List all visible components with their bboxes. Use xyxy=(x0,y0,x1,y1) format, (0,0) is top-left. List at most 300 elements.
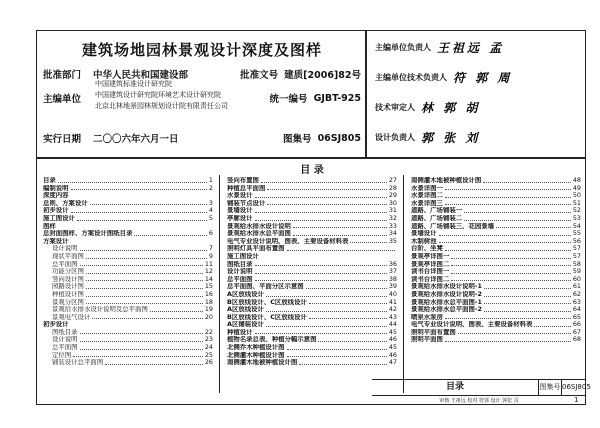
toc-entry-title: 初步设计 xyxy=(43,321,69,329)
toc-entry-page: 39 xyxy=(388,283,397,291)
toc-entry-title: 深度内容 xyxy=(43,192,69,200)
toc-entry-title: 目录 xyxy=(43,177,56,184)
toc-entry-leader xyxy=(318,336,386,342)
toc-entry-title: 南侧灌木地被种植设计图 xyxy=(227,359,298,367)
toc-entry-leader xyxy=(287,245,395,251)
toc-entry-page: 54 xyxy=(572,222,581,230)
toc-entry-title: 种植总平面图 xyxy=(227,184,266,192)
signature-block xyxy=(366,30,586,158)
toc-entry-page: 60 xyxy=(572,275,581,283)
toc-entry-page: 59 xyxy=(572,268,581,276)
editor-label: 主编单位 xyxy=(43,94,82,105)
toc-entry-leader xyxy=(261,177,387,183)
toc-entry-page: 6 xyxy=(208,230,213,238)
toc-entry-page: 11 xyxy=(204,260,213,268)
toc-entry-page: 9 xyxy=(208,252,213,260)
approval-dept: 中华人民共和国建设部 xyxy=(93,70,189,81)
toc-entry-page: 63 xyxy=(572,298,581,306)
toc-entry-title: 木制树池 xyxy=(411,237,437,245)
toc-entry-title: 方案设计 xyxy=(43,237,69,245)
toc-entry xyxy=(227,276,397,284)
toc-entry-title: A区放线设计 xyxy=(227,306,264,314)
toc-column-3 xyxy=(411,177,581,344)
toc-entry-page: 50 xyxy=(572,192,581,200)
toc-entry-title: 景观给水排水总平面图-2 xyxy=(411,306,483,314)
title-block xyxy=(372,379,591,406)
toc-entry xyxy=(43,192,213,200)
toc-entry xyxy=(227,177,397,185)
toc-entry xyxy=(227,245,397,253)
toc-entry-page: 22 xyxy=(204,328,213,336)
toc-entry-title: 设计说明 xyxy=(52,336,78,344)
toc-entry-title: 景观给水排水设计说明及总平面图 xyxy=(52,306,148,314)
toc-entry-title: 道路、广场铺装一 xyxy=(411,207,463,215)
toc-entry-leader xyxy=(445,192,571,198)
toc-entry-leader xyxy=(451,276,571,282)
toc-entry xyxy=(227,314,397,322)
toc-entry-page: 40 xyxy=(388,290,397,298)
toc-entry xyxy=(227,268,397,276)
toc-entry-title: 水景详图一 xyxy=(411,184,443,192)
toc-entry-leader xyxy=(150,306,203,312)
title-block-atlas-no: 06SJ805 xyxy=(562,383,591,391)
toc-entry xyxy=(43,299,213,307)
toc-entry xyxy=(43,336,213,344)
toc-entry-page: 18 xyxy=(204,298,213,306)
editor-unit: 中国建筑标准设计研究院 xyxy=(95,80,172,88)
toc-entry-page: 2 xyxy=(208,184,213,192)
toc-entry-page: 42 xyxy=(388,306,397,314)
editor-unit: 中国建筑设计研究院环境艺术设计研究院 xyxy=(95,91,221,99)
toc-entry-title: A区铺装设计 xyxy=(227,321,264,329)
toc-entry-page: 64 xyxy=(572,306,581,314)
toc-entry-page: 20 xyxy=(204,313,213,321)
toc-entry-page: 34 xyxy=(388,230,397,238)
toc-entry-page: 26 xyxy=(204,359,213,367)
toc-entry-title: B区放线设计、C区放线设计 xyxy=(227,298,307,306)
toc-entry-page: 15 xyxy=(204,283,213,291)
toc-entry-page: 14 xyxy=(204,275,213,283)
toc-entry-page: 53 xyxy=(572,214,581,222)
toc-entry-title: 景观给水排水总平面图-1 xyxy=(411,298,483,306)
toc-entry-title: 南侧灌木地被种植设计图 xyxy=(411,177,482,184)
toc-entry xyxy=(227,253,397,261)
toc-entry-page: 23 xyxy=(204,336,213,344)
toc-entry-leader xyxy=(134,230,206,236)
toc-entry-page: 66 xyxy=(572,321,581,329)
toc-entry-title: 竖向设计图 xyxy=(52,275,84,283)
toc-entry xyxy=(411,215,581,223)
toc-entry xyxy=(411,192,581,200)
toc-entry-title: 景墙设计 xyxy=(411,230,437,238)
toc-entry xyxy=(411,329,581,337)
toc-entry-page: 57 xyxy=(572,252,581,260)
toc-entry-title: 功能分区图 xyxy=(52,268,84,276)
toc-entry-leader xyxy=(255,268,387,274)
toc-entry-leader xyxy=(255,261,387,267)
toc-entry-leader xyxy=(451,268,571,274)
toc-entry-leader xyxy=(80,329,203,335)
toc-entry-page: 32 xyxy=(388,214,397,222)
toc-heading: 目 录 xyxy=(300,165,324,176)
toc-entry-page: 27 xyxy=(388,177,397,184)
toc-entry-leader xyxy=(496,223,571,229)
toc-entry-page: 24 xyxy=(204,344,213,352)
toc-entry-leader xyxy=(80,344,203,350)
toc-entry xyxy=(43,268,213,276)
toc-entry xyxy=(227,352,397,360)
editor-units xyxy=(95,79,228,112)
toc-entry-leader xyxy=(92,314,203,320)
toc-entry-page: 49 xyxy=(572,184,581,192)
signature: 王祖远 孟 xyxy=(437,40,505,55)
toc-entry xyxy=(227,336,397,344)
toc-entry xyxy=(411,207,581,215)
toc-entry-leader xyxy=(71,185,207,191)
toc-entry-leader xyxy=(255,192,387,198)
toc-entry xyxy=(43,223,213,231)
toc-entry-page: 36 xyxy=(388,260,397,268)
toc-entry-page: 46 xyxy=(388,351,397,359)
toc-entry-title: 电气专业设计说明、图表、主要设备材料表 xyxy=(411,321,533,329)
toc-entry-title: 水景设计 xyxy=(227,192,253,200)
toc-entry-page: 57 xyxy=(572,245,581,253)
toc-entry-page: 56 xyxy=(572,237,581,245)
toc-entry-title: 现状平面图 xyxy=(52,252,84,260)
toc-entry xyxy=(411,238,581,246)
atlas-no-label: 图集号 xyxy=(283,134,312,145)
toc-entry xyxy=(411,291,581,299)
toc-entry-title: 景观电气设计 xyxy=(52,313,91,321)
atlas-no: 06SJ805 xyxy=(317,132,361,144)
toc-entry-leader xyxy=(350,238,386,244)
toc-entry xyxy=(43,177,213,185)
cover-block xyxy=(36,30,366,158)
toc-entry xyxy=(227,261,397,269)
toc-entry-title: 竖向布置图 xyxy=(227,177,259,184)
toc-entry-title: 种植设计 xyxy=(227,328,253,336)
toc-entry-leader xyxy=(287,344,387,350)
toc-entry-title: 总平面图、平面分区示意图 xyxy=(227,283,304,291)
toc-entry-leader xyxy=(86,299,203,305)
toc-entry xyxy=(43,283,213,291)
toc-entry-title: 照明灯具平面布置图 xyxy=(227,245,285,253)
toc-entry-leader xyxy=(77,215,207,221)
toc-entry xyxy=(227,306,397,314)
toc-entry-title: 景观给水排水设计说明 xyxy=(227,222,291,230)
toc-entry-title: 北侧灌木种植设计图 xyxy=(227,351,285,359)
toc-entry-title: 总封面图样、方案设计图纸目录 xyxy=(43,230,133,238)
toc-entry-page: 58 xyxy=(572,260,581,268)
toc-entry-title: 图纸目录 xyxy=(52,328,78,336)
toc-entry-title: 照明平面图 xyxy=(411,336,443,344)
toc-entry xyxy=(411,261,581,269)
toc-entry-leader xyxy=(293,223,387,229)
toc-entry xyxy=(43,359,213,367)
toc-entry-page: 1 xyxy=(208,177,213,184)
toc-entry-leader xyxy=(445,185,571,191)
toc-entry-page: 61 xyxy=(572,283,581,291)
toc-entry-leader xyxy=(86,268,203,274)
toc-entry-page: 33 xyxy=(388,222,397,230)
toc-entry-page: 31 xyxy=(388,207,397,215)
toc-entry xyxy=(227,192,397,200)
toc-entry-title: 总平面图 xyxy=(52,344,78,352)
toc-entry xyxy=(227,230,397,238)
toc-entry xyxy=(411,200,581,208)
title-block-title: 目录 xyxy=(372,380,539,395)
toc-entry xyxy=(411,268,581,276)
toc-entry-title: 景观分区图 xyxy=(52,298,84,306)
toc-entry xyxy=(227,200,397,208)
unified-no: GJBT-925 xyxy=(313,92,361,104)
toc-entry-leader xyxy=(58,177,207,183)
toc-entry xyxy=(411,283,581,291)
toc-entry-title: 水景详图三 xyxy=(411,199,443,207)
signature-role: 技术审定人 xyxy=(375,102,415,112)
column-divider xyxy=(403,175,404,393)
toc-entry xyxy=(411,299,581,307)
toc-entry-leader xyxy=(86,291,203,297)
toc-entry xyxy=(227,359,397,367)
toc-entry-leader xyxy=(255,215,387,221)
toc-entry xyxy=(227,238,397,246)
toc-entry-leader xyxy=(484,306,571,312)
toc-entry xyxy=(43,291,213,299)
signature: 郭 张 刘 xyxy=(421,130,481,145)
toc-entry-leader xyxy=(445,245,571,251)
toc-entry xyxy=(227,207,397,215)
approval-doc: 建质[2006]82号 xyxy=(284,70,361,81)
toc-entry-leader xyxy=(287,352,387,358)
toc-entry-leader xyxy=(266,291,387,297)
toc-entry xyxy=(411,177,581,185)
toc-entry xyxy=(411,223,581,231)
toc-entry-title: 图纸目录 xyxy=(227,260,253,268)
toc-entry-title: 铺装设计总平面图 xyxy=(52,359,104,367)
toc-entry xyxy=(43,344,213,352)
toc-entry-title: B区放线设计、C区放线设计 xyxy=(227,313,307,321)
approval-doc-label: 批准文号 xyxy=(240,70,279,81)
toc-entry-page: 35 xyxy=(388,237,397,245)
toc-entry-page: 29 xyxy=(388,192,397,200)
toc-entry xyxy=(411,336,581,344)
date-row xyxy=(43,129,361,147)
toc-entry-leader xyxy=(439,238,571,244)
toc-entry-page: 30 xyxy=(388,199,397,207)
toc-entry xyxy=(43,321,213,329)
toc-entry-page: 25 xyxy=(204,351,213,359)
toc-entry xyxy=(227,291,397,299)
signature-row xyxy=(375,123,580,151)
toc-entry-leader xyxy=(267,200,387,206)
toc-entry xyxy=(43,207,213,215)
toc-entry-page: 4 xyxy=(208,207,213,215)
toc-entry xyxy=(227,215,397,223)
toc-entry-page: 68 xyxy=(572,336,581,344)
toc-entry-title: 园路设计图 xyxy=(52,283,84,291)
signature-row xyxy=(375,63,580,91)
toc-entry-leader xyxy=(299,359,387,365)
unified-no-label: 统一编号 xyxy=(269,94,308,105)
table-of-contents xyxy=(36,158,591,405)
toc-entry xyxy=(43,314,213,322)
toc-entry-page: 55 xyxy=(572,230,581,238)
toc-entry-title: 喷泉水泵房 xyxy=(411,313,443,321)
toc-entry-title: A区放线设计 xyxy=(227,290,264,298)
date: 二〇〇六年六月一日 xyxy=(93,134,179,145)
toc-entry-page: 67 xyxy=(572,328,581,336)
toc-entry xyxy=(227,321,397,329)
toc-entry-title: 照明平面布置图 xyxy=(411,328,456,336)
toc-entry xyxy=(411,314,581,322)
toc-entry xyxy=(227,283,397,291)
toc-entry-title: 总平面图 xyxy=(227,275,253,283)
toc-entry xyxy=(43,200,213,208)
toc-entry-leader xyxy=(255,276,387,282)
toc-entry-leader xyxy=(445,336,571,342)
toc-entry-leader xyxy=(255,329,387,335)
toc-entry-page: 45 xyxy=(388,344,397,352)
toc-entry-title: 亭廊设计 xyxy=(227,214,253,222)
toc-entry-title: 道路、广场铺装二 xyxy=(411,214,463,222)
signature-row xyxy=(375,33,580,61)
atlas-title: 建筑场地园林景观设计深度及图样 xyxy=(81,41,322,59)
toc-entry-title: 道路、广场铺装三、花园景墙 xyxy=(411,222,495,230)
toc-entry-leader xyxy=(267,185,387,191)
column-divider xyxy=(219,175,220,393)
toc-entry-leader xyxy=(266,321,387,327)
toc-entry-leader xyxy=(483,177,571,183)
toc-entry-page: 38 xyxy=(388,275,397,283)
toc-entry xyxy=(411,245,581,253)
toc-entry-leader xyxy=(484,299,571,305)
toc-entry-leader xyxy=(309,299,387,305)
toc-entry-page: 48 xyxy=(572,177,581,184)
toc-entry-title: 编制说明 xyxy=(43,184,69,192)
toc-entry-page: 37 xyxy=(388,268,397,276)
toc-entry-title: 设计说明 xyxy=(52,245,78,253)
toc-entry-title: 景观亭详图一 xyxy=(411,252,450,260)
toc-entry-page: 51 xyxy=(572,199,581,207)
signature: 林 郭 胡 xyxy=(421,100,481,115)
toc-entry-title: 读书台详图二 xyxy=(411,275,450,283)
toc-entry-page: 7 xyxy=(208,245,213,253)
signature-role: 设计负责人 xyxy=(375,132,415,142)
title-block-signoff: 审核 王祖远 校对 符郭 设计 郭张 页 xyxy=(439,398,519,404)
toc-entry xyxy=(227,223,397,231)
signature-role: 主编单位技术负责人 xyxy=(375,72,447,82)
toc-entry-page: 65 xyxy=(572,313,581,321)
toc-entry xyxy=(411,321,581,329)
toc-entry-title: 种植设计图 xyxy=(52,290,84,298)
signature: 符 郭 周 xyxy=(453,70,513,85)
toc-entry xyxy=(43,261,213,269)
page-number: 1 xyxy=(574,396,579,404)
toc-entry xyxy=(43,238,213,246)
toc-entry-title: 水景详图二 xyxy=(411,192,443,200)
toc-entry-leader xyxy=(90,200,207,206)
toc-entry-page: 5 xyxy=(208,214,213,222)
toc-entry-leader xyxy=(255,207,387,213)
toc-entry-page: 12 xyxy=(204,268,213,276)
toc-entry-leader xyxy=(484,283,571,289)
toc-entry-leader xyxy=(73,352,203,358)
toc-entry-title: 景观给水排水设计说明-2 xyxy=(411,290,483,298)
toc-entry-title: 总平面图 xyxy=(52,260,78,268)
toc-entry-leader xyxy=(266,306,387,312)
toc-entry-title: 读书台详图一 xyxy=(411,268,450,276)
toc-entry-page: 3 xyxy=(208,199,213,207)
title-block-top xyxy=(372,380,591,396)
toc-entry-page: 46 xyxy=(388,336,397,344)
toc-entry-title: 北侧乔木种植设计图 xyxy=(227,344,285,352)
toc-entry xyxy=(43,329,213,337)
approval-dept-label: 批准部门 xyxy=(43,70,82,81)
toc-entry-page: 16 xyxy=(204,290,213,298)
toc-entry xyxy=(43,253,213,261)
toc-entry-leader xyxy=(80,336,203,342)
toc-entry-leader xyxy=(309,314,387,320)
toc-entry-leader xyxy=(458,329,571,335)
toc-entry-page: 47 xyxy=(388,359,397,367)
title-block-atlas-label: 图集号 xyxy=(539,380,562,395)
toc-entry-leader xyxy=(534,321,570,327)
toc-entry-page: 62 xyxy=(572,290,581,298)
toc-entry-title: 定位图 xyxy=(52,351,72,359)
toc-entry-title: 台阶、坐凳 xyxy=(411,245,443,253)
toc-entry-title: 设计说明 xyxy=(227,268,253,276)
toc-entry-title: 电气专业设计说明、图表、主要设备材料表 xyxy=(227,237,349,245)
toc-entry-leader xyxy=(439,230,571,236)
toc-entry-title: 铺装节点设计 xyxy=(227,199,266,207)
toc-entry-leader xyxy=(71,207,207,213)
toc-entry-title: 景墙设计 xyxy=(227,207,253,215)
toc-entry-leader xyxy=(86,253,207,259)
toc-entry-leader xyxy=(86,283,203,289)
toc-entry-title: 植物名录总表、种植分幅示意图 xyxy=(227,336,317,344)
toc-entry xyxy=(411,306,581,314)
toc-entry-leader xyxy=(105,359,203,365)
toc-entry-title: 施工图设计 xyxy=(43,214,75,222)
toc-entry-leader xyxy=(451,261,571,267)
toc-entry xyxy=(43,276,213,284)
toc-entry-leader xyxy=(445,200,571,206)
toc-entry xyxy=(43,306,213,314)
toc-entry-leader xyxy=(306,283,387,289)
toc-entry-title: 景观给水排水设计说明-1 xyxy=(411,283,483,291)
toc-entry xyxy=(227,344,397,352)
toc-column-2 xyxy=(227,177,397,367)
toc-entry xyxy=(43,215,213,223)
toc-entry xyxy=(227,329,397,337)
toc-entry-page: 43 xyxy=(388,313,397,321)
toc-entry-leader xyxy=(80,245,207,251)
toc-entry-title: 景观亭详图二 xyxy=(411,260,450,268)
signature-row xyxy=(375,93,580,121)
toc-entry xyxy=(227,299,397,307)
toc-entry-page: 19 xyxy=(204,306,213,314)
toc-entry-leader xyxy=(464,207,571,213)
toc-entry xyxy=(43,352,213,360)
toc-entry-leader xyxy=(293,230,387,236)
toc-entry-page: 41 xyxy=(388,298,397,306)
toc-entry-title: 景观给水排水总平面图 xyxy=(227,230,291,238)
toc-column-1 xyxy=(43,177,213,367)
toc-entry-title: 施工图设计 xyxy=(227,252,259,260)
toc-entry-leader xyxy=(451,253,571,259)
toc-entry-title: 总则、方案设计 xyxy=(43,199,88,207)
